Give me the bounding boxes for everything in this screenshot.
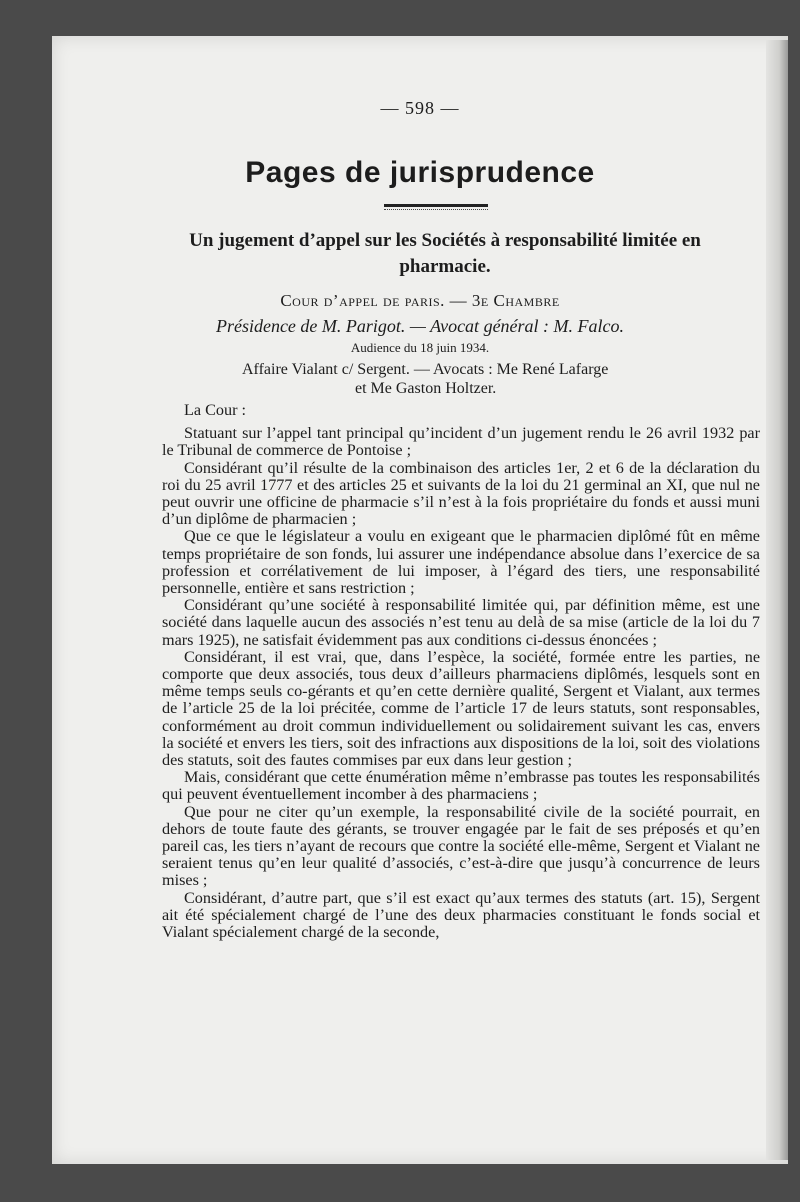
paragraph: Considérant, il est vrai, que, dans l’espèce, la société, formée entre les parties, ne comporte que deux associés, tous deux d’ailleurs pharmaciens diplômés, lesquels sont en même temps seuls co-gérants et qu’en cette dernière qualité, Sergent et Vialant, aux termes de l’article 25 de la loi précitée, comme de l’article 17 de leurs statuts, sont responsables, conformément au droit commun individuellement ou solidairement suivant les cas, envers la société et envers les tiers, soit des infractions aux dispositions de la loi, soit des violations des statuts, soit des fautes commises par eux dans leur gestion ; [162, 647, 760, 770]
paragraph: Statuant sur l’appel tant principal qu’incident d’un jugement rendu le 26 avril 1932 par le Tribunal de commerce de Pontoise ; [162, 424, 760, 460]
audience-date: Audience du 18 juin 1934. [350, 340, 490, 355]
article-subtitle: Un jugement d’appel sur les Sociétés à responsabilité limitée en pharmacie. [189, 230, 701, 277]
title-rule-dotted [384, 209, 488, 210]
presidence-line: Présidence de M. Parigot. — Avocat général : M. Falco. [215, 316, 625, 336]
page-number: — 598 — [380, 98, 460, 118]
paragraph: Que ce que le législateur a voulu en exigeant que le pharmacien diplômé fût en même temps propriétaire de son fonds, lui assurer une indépendance absolue dans l’exercice de sa profession et corrélativement de lui imposer, à l’égard des tiers, une responsabilité personnelle, entière et sans restriction ; [162, 527, 760, 598]
paragraph: Mais, considérant que cette énumération même n’embrasse pas toutes les responsabilités qui peuvent éventuellement incomber à des pharmaciens ; [162, 768, 760, 804]
paragraph: Considérant, d’autre part, que s’il est exact qu’aux termes des statuts (art. 15), Sergent ait été spécialement chargé de l’une des deux pharmacies constituant le fonds social et Vialant spécialement chargé de la seconde, [162, 888, 760, 942]
paragraph: Considérant qu’il résulte de la combinaison des articles 1er, 2 et 6 de la déclaration du roi du 25 avril 1777 et des articles 25 et suivants de la loi du 21 germinal an XI, que nul ne peut ouvrir une officine de pharmacie s’il n’est à la fois propriétaire du fonds et aussi muni d’un diplôme de pharmacien ; [162, 458, 760, 529]
document-page [52, 36, 788, 1164]
affaire-line-2: et Me Gaston Holtzer. [355, 380, 497, 397]
paragraph: Que pour ne citer qu’un exemple, la responsabilité civile de la société pourrait, en dehors de toute faute des gérants, se trouver engagée par le fait de ses préposés et qu’en pareil cas, les tiers n’ayant de recours que contre la société elle-même, Sergent et Vialant ne seraient tenus qu’en leur qualité d’associés, c’est-à-dire que jusqu’à concurrence de leurs mises ; [162, 802, 760, 890]
affaire-block [242, 360, 608, 398]
paragraph: Considérant qu’une société à responsabilité limitée qui, par définition même, est une société dans laquelle aucun des associés n’est tenu au delà de sa mise (article de la loi du 7 mars 1925), ne satisfait évidemment pas aux conditions ci-dessus énoncées ; [162, 596, 760, 649]
title-rule [384, 204, 488, 207]
page-title: Pages de jurisprudence [245, 156, 595, 189]
paragraph-la-cour: La Cour : [184, 401, 247, 419]
book-spine-edge [766, 40, 788, 1160]
affaire-line-1: Affaire Vialant c/ Sergent. — Avocats : Me René Lafarge [242, 361, 609, 378]
court-name: Cour d’appel de paris. — 3e Chambre [280, 291, 560, 310]
judgment-body [162, 402, 760, 941]
court-heading [52, 290, 788, 312]
